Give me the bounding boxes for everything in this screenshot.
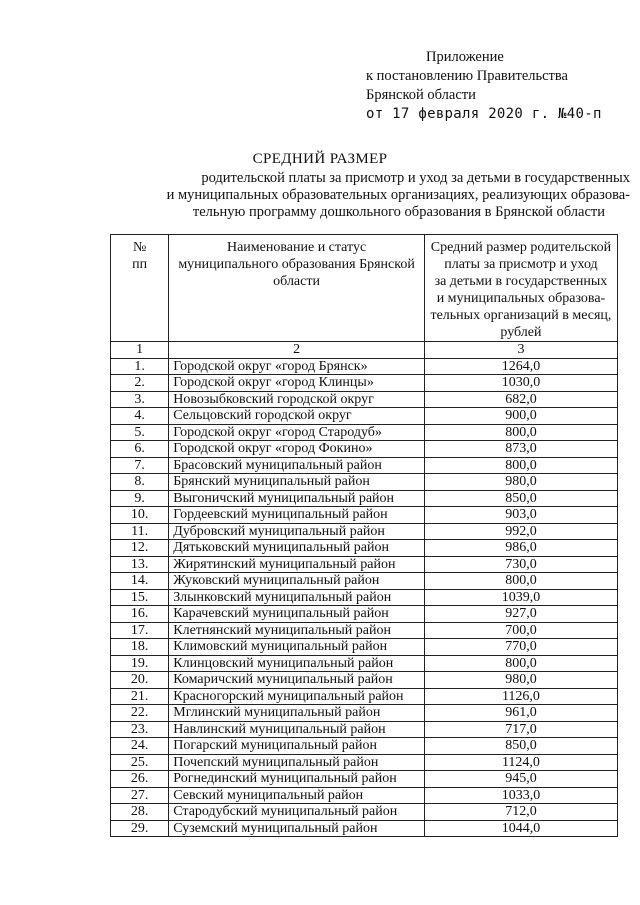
column-number: 3 <box>424 342 617 359</box>
municipality-name: Городской округ «город Брянск» <box>169 358 425 375</box>
municipality-name: Севский муниципальный район <box>169 787 425 804</box>
row-number: 7. <box>111 457 169 474</box>
average-fee: 903,0 <box>424 507 617 524</box>
table-row <box>111 721 618 738</box>
municipality-name: Брасовский муниципальный район <box>169 457 425 474</box>
table-row <box>111 820 618 837</box>
table-row <box>111 804 618 821</box>
row-number: 21. <box>111 688 169 705</box>
municipality-name: Городской округ «город Фокино» <box>169 441 425 458</box>
table-row <box>111 639 618 656</box>
row-number: 19. <box>111 655 169 672</box>
column-number: 2 <box>169 342 425 359</box>
row-number: 12. <box>111 540 169 557</box>
appendix-date-number: от 17 февраля 2020 г. №40-п <box>366 106 602 122</box>
header-fee <box>424 235 617 342</box>
average-fee: 850,0 <box>424 738 617 755</box>
table-row <box>111 672 618 689</box>
row-number: 24. <box>111 738 169 755</box>
row-number: 22. <box>111 705 169 722</box>
column-number: 1 <box>111 342 169 359</box>
municipality-name: Злынковский муниципальный район <box>169 589 425 606</box>
municipality-name: Дубровский муниципальный район <box>169 523 425 540</box>
header-line: рублей <box>500 325 542 340</box>
header-number <box>111 235 169 342</box>
municipality-name: Клинцовский муниципальный район <box>169 655 425 672</box>
row-number: 20. <box>111 672 169 689</box>
table-row <box>111 655 618 672</box>
appendix-resolution: к постановлению Правительства <box>366 68 568 84</box>
table-row <box>111 540 618 557</box>
table-row <box>111 408 618 425</box>
header-line: пп <box>132 257 148 272</box>
municipality-name: Рогнединский муниципальный район <box>169 771 425 788</box>
table-header-row <box>111 235 618 342</box>
row-number: 4. <box>111 408 169 425</box>
municipality-name: Брянский муниципальный район <box>169 474 425 491</box>
row-number: 10. <box>111 507 169 524</box>
average-fee: 800,0 <box>424 655 617 672</box>
average-fee: 1126,0 <box>424 688 617 705</box>
row-number: 26. <box>111 771 169 788</box>
municipality-name: Жирятинский муниципальный район <box>169 556 425 573</box>
municipality-name: Навлинский муниципальный район <box>169 721 425 738</box>
average-fee: 1039,0 <box>424 589 617 606</box>
average-fee: 992,0 <box>424 523 617 540</box>
fee-table <box>110 234 618 837</box>
row-number: 5. <box>111 424 169 441</box>
table-row <box>111 771 618 788</box>
table-body <box>111 358 618 837</box>
header-line: муниципального образования Брянской <box>178 257 415 272</box>
average-fee: 700,0 <box>424 622 617 639</box>
header-line: за детьми в государственных <box>434 274 608 289</box>
municipality-name: Городской округ «город Клинцы» <box>169 375 425 392</box>
average-fee: 980,0 <box>424 672 617 689</box>
municipality-name: Почепский муниципальный район <box>169 754 425 771</box>
average-fee: 682,0 <box>424 391 617 408</box>
table-row <box>111 738 618 755</box>
table-row <box>111 358 618 375</box>
municipality-name: Выгоничский муниципальный район <box>169 490 425 507</box>
table-row <box>111 457 618 474</box>
row-number: 13. <box>111 556 169 573</box>
average-fee: 712,0 <box>424 804 617 821</box>
municipality-name: Жуковский муниципальный район <box>169 573 425 590</box>
municipality-name: Сельцовский городской округ <box>169 408 425 425</box>
average-fee: 800,0 <box>424 457 617 474</box>
row-number: 14. <box>111 573 169 590</box>
table-row <box>111 375 618 392</box>
column-number-row <box>111 342 618 359</box>
municipality-name: Карачевский муниципальный район <box>169 606 425 623</box>
appendix-label: Приложение <box>426 49 504 65</box>
municipality-name: Дятьковский муниципальный район <box>169 540 425 557</box>
row-number: 6. <box>111 441 169 458</box>
table-row <box>111 424 618 441</box>
header-line: области <box>273 274 320 289</box>
row-number: 25. <box>111 754 169 771</box>
municipality-name: Мглинский муниципальный район <box>169 705 425 722</box>
average-fee: 730,0 <box>424 556 617 573</box>
municipality-name: Погарский муниципальный район <box>169 738 425 755</box>
appendix-region: Брянской области <box>366 87 476 103</box>
row-number: 23. <box>111 721 169 738</box>
table-row <box>111 573 618 590</box>
row-number: 17. <box>111 622 169 639</box>
row-number: 27. <box>111 787 169 804</box>
municipality-name: Новозыбковский городской округ <box>169 391 425 408</box>
subtitle-line: тельную программу дошкольного образования в Брянской области <box>192 204 605 220</box>
header-line: Средний размер родительской <box>430 240 612 255</box>
average-fee: 980,0 <box>424 474 617 491</box>
table-row <box>111 705 618 722</box>
row-number: 9. <box>111 490 169 507</box>
average-fee: 1044,0 <box>424 820 617 837</box>
table-row <box>111 622 618 639</box>
average-fee: 873,0 <box>424 441 617 458</box>
average-fee: 850,0 <box>424 490 617 507</box>
average-fee: 945,0 <box>424 771 617 788</box>
row-number: 18. <box>111 639 169 656</box>
table-row <box>111 507 618 524</box>
header-line: № <box>132 240 147 255</box>
appendix-block <box>366 48 602 124</box>
average-fee: 927,0 <box>424 606 617 623</box>
municipality-name: Комаричский муниципальный район <box>169 672 425 689</box>
table-row <box>111 474 618 491</box>
municipality-name: Климовский муниципальный район <box>169 639 425 656</box>
table-row <box>111 754 618 771</box>
header-line: тельных организаций в месяц, <box>430 308 612 323</box>
row-number: 15. <box>111 589 169 606</box>
average-fee: 1264,0 <box>424 358 617 375</box>
row-number: 3. <box>111 391 169 408</box>
row-number: 28. <box>111 804 169 821</box>
average-fee: 800,0 <box>424 573 617 590</box>
table-row <box>111 441 618 458</box>
document-subtitle <box>110 170 630 221</box>
row-number: 16. <box>111 606 169 623</box>
row-number: 29. <box>111 820 169 837</box>
header-line: Наименование и статус <box>226 240 367 255</box>
row-number: 8. <box>111 474 169 491</box>
table-row <box>111 556 618 573</box>
row-number: 2. <box>111 375 169 392</box>
row-number: 1. <box>111 358 169 375</box>
average-fee: 770,0 <box>424 639 617 656</box>
municipality-name: Городской округ «город Стародуб» <box>169 424 425 441</box>
average-fee: 800,0 <box>424 424 617 441</box>
subtitle-line: и муниципальных образовательных организациях, реализующих образова- <box>166 187 630 203</box>
table-row <box>111 490 618 507</box>
municipality-name: Стародубский муниципальный район <box>169 804 425 821</box>
table-row <box>111 589 618 606</box>
municipality-name: Суземский муниципальный район <box>169 820 425 837</box>
table-row <box>111 391 618 408</box>
average-fee: 1124,0 <box>424 754 617 771</box>
average-fee: 717,0 <box>424 721 617 738</box>
municipality-name: Клетнянский муниципальный район <box>169 622 425 639</box>
municipality-name: Гордеевский муниципальный район <box>169 507 425 524</box>
table-row <box>111 787 618 804</box>
average-fee: 900,0 <box>424 408 617 425</box>
header-name <box>169 235 425 342</box>
average-fee: 961,0 <box>424 705 617 722</box>
table-row <box>111 523 618 540</box>
header-line: платы за присмотр и уход <box>444 257 598 272</box>
header-line: и муниципальных образова- <box>436 291 606 306</box>
average-fee: 1033,0 <box>424 787 617 804</box>
municipality-name: Красногорский муниципальный район <box>169 688 425 705</box>
subtitle-line: родительской платы за присмотр и уход за детьми в государственных <box>201 170 630 186</box>
table-row <box>111 606 618 623</box>
average-fee: 1030,0 <box>424 375 617 392</box>
average-fee: 986,0 <box>424 540 617 557</box>
document-title: СРЕДНИЙ РАЗМЕР <box>252 151 388 167</box>
table-row <box>111 688 618 705</box>
row-number: 11. <box>111 523 169 540</box>
